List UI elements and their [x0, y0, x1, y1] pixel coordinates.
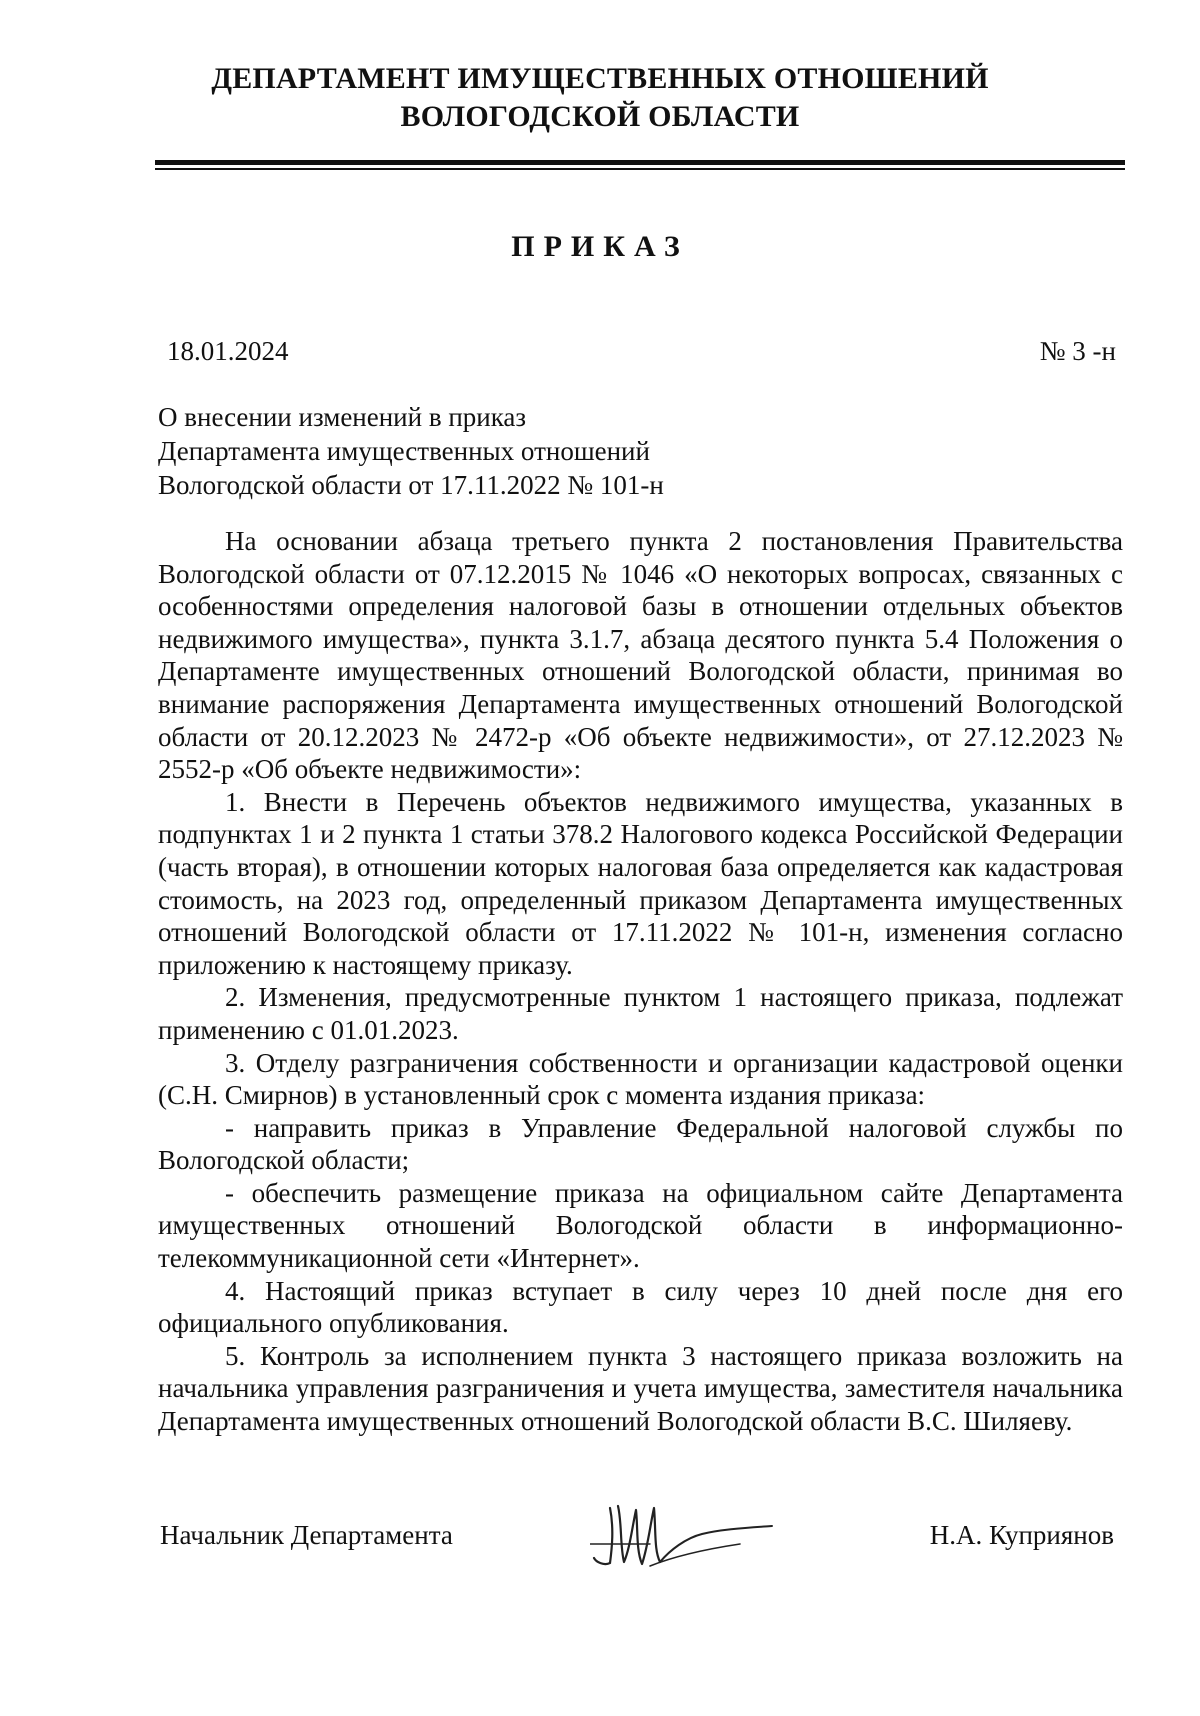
document-subject	[158, 400, 858, 502]
subject-line-1: О внесении изменений в приказ	[158, 402, 527, 432]
issuer-line-1: ДЕПАРТАМЕНТ ИМУЩЕСТВЕННЫХ ОТНОШЕНИЙ	[211, 62, 989, 95]
clause-4: 4. Настоящий приказ вступает в силу через 10 дней после дня его официального опубликования.	[158, 1275, 1123, 1339]
issuer-line-2: ВОЛОГОДСКОЙ ОБЛАСТИ	[400, 100, 800, 133]
document-body	[158, 525, 1123, 1438]
subject-line-3: Вологодской области от 17.11.2022 № 101-н	[158, 470, 664, 500]
clause-5: 5. Контроль за исполнением пункта 3 настоящего приказа возложить на начальника управления разграничения и учета имущества, заместителя начальника Департамента имущественных отношений Вологодской области В.С. Шиляеву.	[158, 1340, 1123, 1437]
subject-line-2: Департамента имущественных отношений	[158, 436, 650, 466]
divider-thin-line	[155, 168, 1125, 170]
signatory-position: Начальник Департамента	[160, 1520, 453, 1550]
clause-1: 1. Внести в Перечень объектов недвижимого имущества, указанных в подпунктах 1 и 2 пункта 1 статьи 378.2 Налогового кодекса Российской Федерации (часть вторая), в отношении которых налоговая база определяется как кадастровая стоимость, на 2023 год, определенный приказом Департамента имущественных отношений Вологодской области от 17.11.2022 № 101-н, изменения согласно приложению к настоящему приказу.	[158, 786, 1123, 980]
preamble-paragraph: На основании абзаца третьего пункта 2 постановления Правительства Вологодской области от 07.12.2015 № 1046 «О некоторых вопросах, связанных с особенностями определения налоговой базы в отношении отдельных объектов недвижимого имущества», пункта 3.1.7, абзаца десятого пункта 5.4 Положения о Департаменте имущественных отношений Вологодской области, принимая во внимание распоряжения Департамента имущественных отношений Вологодской области от 20.12.2023 № 2472-р «Об объекте недвижимости», от 27.12.2023 № 2552-р «Об объекте недвижимости»:	[158, 526, 1123, 785]
signatory-name: Н.А. Куприянов	[929, 1520, 1114, 1550]
document-date: 18.01.2024	[167, 336, 289, 366]
clause-2: 2. Изменения, предусмотренные пунктом 1 настоящего приказа, подлежат применению с 01.01.2023.	[158, 982, 1123, 1045]
document-number: № 3 -н	[1039, 336, 1116, 366]
clause-3: 3. Отделу разграничения собственности и организации кадастровой оценки (С.Н. Смирнов) в установленный срок с момента издания приказа:	[158, 1047, 1123, 1111]
header-divider	[155, 160, 1125, 170]
document-title: ПРИКАЗ	[511, 230, 689, 263]
issuer-header	[0, 60, 1200, 136]
clause-3-item-a: - направить приказ в Управление Федеральной налоговой службы по Вологодской области;	[158, 1112, 1123, 1176]
clause-3-item-b: - обеспечить размещение приказа на официальном сайте Департамента имущественных отношений Вологодской области в информационно-телекоммуникационной сети «Интернет».	[158, 1177, 1123, 1274]
divider-thick-line	[155, 160, 1125, 165]
handwritten-signature	[590, 1488, 780, 1578]
